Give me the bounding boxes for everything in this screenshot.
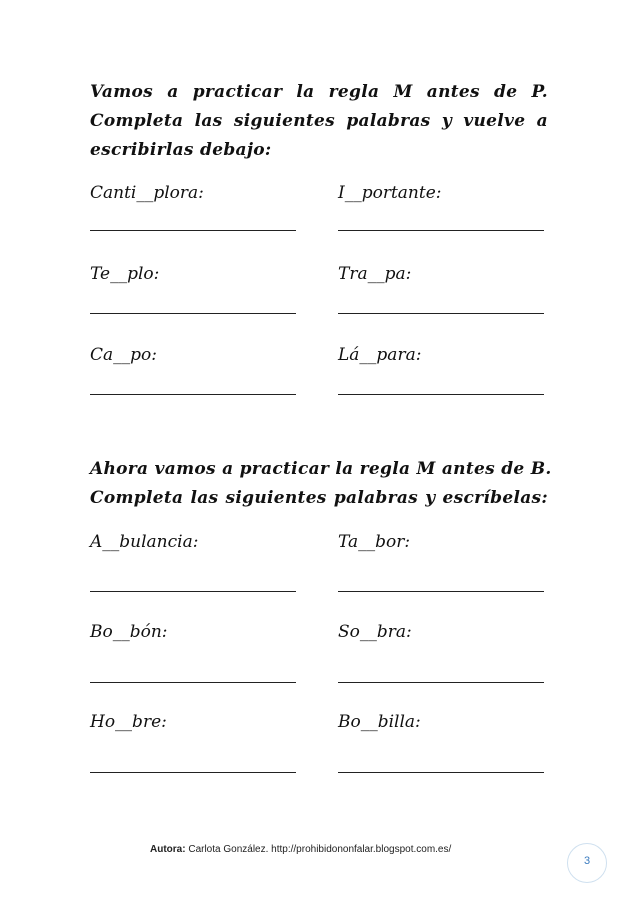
section2-instructions — [90, 455, 552, 513]
answer-line[interactable] — [90, 682, 296, 683]
answer-line[interactable] — [90, 772, 296, 773]
answer-line[interactable] — [338, 394, 544, 395]
section1-heading-line: Vamos a practicar la regla M antes de P. — [90, 82, 548, 102]
answer-line[interactable] — [90, 313, 296, 314]
section1-instructions — [90, 78, 548, 165]
answer-line[interactable] — [90, 230, 296, 231]
answer-line[interactable] — [338, 772, 544, 773]
footer-credit — [150, 844, 451, 855]
section2-heading-line: Ahora vamos a practicar la regla M antes de B. — [90, 459, 552, 479]
answer-line[interactable] — [90, 591, 296, 592]
word-prompt: Canti__plora: — [90, 183, 204, 203]
word-prompt: I__portante: — [338, 183, 442, 203]
author-text: Carlota González. http://prohibidononfalar.blogspot.com.es/ — [185, 844, 452, 855]
section1-heading-line: escribirlas debajo: — [90, 140, 272, 160]
word-prompt: Ca__po: — [90, 345, 157, 365]
section1-heading-line: Completa las siguientes palabras y vuelve a — [90, 111, 548, 131]
word-prompt: Te__plo: — [90, 264, 160, 284]
author-label: Autora: — [150, 844, 186, 855]
word-prompt: Bo__billa: — [338, 712, 421, 732]
answer-line[interactable] — [90, 394, 296, 395]
answer-line[interactable] — [338, 591, 544, 592]
word-prompt: So__bra: — [338, 622, 412, 642]
page-number: 3 — [583, 855, 591, 867]
section2-heading-line: Completa las siguientes palabras y escríbelas: — [90, 488, 548, 508]
word-prompt: Ta__bor: — [338, 532, 411, 552]
word-prompt: Ho__bre: — [90, 712, 167, 732]
word-prompt: Bo__bón: — [90, 622, 168, 642]
answer-line[interactable] — [338, 682, 544, 683]
answer-line[interactable] — [338, 230, 544, 231]
word-prompt: Tra__pa: — [338, 264, 412, 284]
word-prompt: Lá__para: — [338, 345, 422, 365]
word-prompt: A__bulancia: — [90, 532, 199, 552]
answer-line[interactable] — [338, 313, 544, 314]
